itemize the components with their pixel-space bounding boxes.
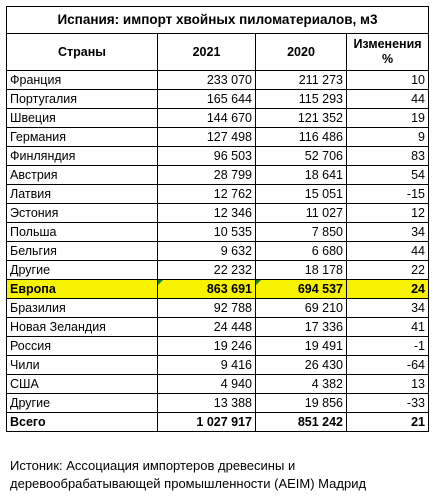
table-row <box>7 280 429 299</box>
header-2020: 2020 <box>256 34 347 71</box>
value-2020-cell: 19 491 <box>256 337 347 356</box>
change-cell: 10 <box>347 71 429 90</box>
table-row <box>7 223 429 242</box>
value-2020-cell: 115 293 <box>256 90 347 109</box>
value-2021-cell: 10 535 <box>158 223 256 242</box>
table-row <box>7 337 429 356</box>
table-title: Испания: импорт хвойных пиломатериалов, м3 <box>7 7 429 34</box>
value-2021-cell: 96 503 <box>158 147 256 166</box>
import-table <box>6 6 429 432</box>
value-2020-cell: 7 850 <box>256 223 347 242</box>
country-cell: Другие <box>7 261 158 280</box>
country-cell: США <box>7 375 158 394</box>
country-cell: Другие <box>7 394 158 413</box>
country-cell: Эстония <box>7 204 158 223</box>
country-cell: Польша <box>7 223 158 242</box>
table-row <box>7 90 429 109</box>
table-row <box>7 394 429 413</box>
table-row <box>7 356 429 375</box>
table-title-row <box>7 7 429 34</box>
table-row <box>7 109 429 128</box>
change-cell: -64 <box>347 356 429 375</box>
source-note <box>10 457 430 493</box>
country-cell: Австрия <box>7 166 158 185</box>
value-2021-cell: 9 416 <box>158 356 256 375</box>
table-row <box>7 128 429 147</box>
value-2020-cell: 15 051 <box>256 185 347 204</box>
table-row <box>7 71 429 90</box>
value-2021-cell: 165 644 <box>158 90 256 109</box>
value-2020-cell: 851 242 <box>256 413 347 432</box>
change-cell: 44 <box>347 90 429 109</box>
value-2020-cell: 4 382 <box>256 375 347 394</box>
table-row <box>7 299 429 318</box>
change-cell: -33 <box>347 394 429 413</box>
change-cell: 13 <box>347 375 429 394</box>
change-cell: 19 <box>347 109 429 128</box>
table-row <box>7 166 429 185</box>
change-cell: 34 <box>347 299 429 318</box>
change-cell: -1 <box>347 337 429 356</box>
value-2021-cell: 144 670 <box>158 109 256 128</box>
value-2020-cell: 694 537 <box>256 280 347 299</box>
country-cell: Латвия <box>7 185 158 204</box>
source-line-2: деревообрабатывающей промышленности (AEIM) Мадрид <box>10 476 367 491</box>
country-cell: Бельгия <box>7 242 158 261</box>
value-2021-cell: 92 788 <box>158 299 256 318</box>
value-2021-cell: 19 246 <box>158 337 256 356</box>
value-2020-cell: 121 352 <box>256 109 347 128</box>
value-2021-cell: 28 799 <box>158 166 256 185</box>
value-2021-cell: 13 388 <box>158 394 256 413</box>
country-cell: Новая Зеландия <box>7 318 158 337</box>
value-2021-cell: 127 498 <box>158 128 256 147</box>
country-cell: Швеция <box>7 109 158 128</box>
change-cell: 44 <box>347 242 429 261</box>
table-row <box>7 413 429 432</box>
change-cell: 83 <box>347 147 429 166</box>
table-row <box>7 147 429 166</box>
country-cell: Европа <box>7 280 158 299</box>
value-2021-cell: 1 027 917 <box>158 413 256 432</box>
value-2021-cell: 22 232 <box>158 261 256 280</box>
value-2021-cell: 863 691 <box>158 280 256 299</box>
value-2020-cell: 6 680 <box>256 242 347 261</box>
change-cell: 41 <box>347 318 429 337</box>
value-2020-cell: 17 336 <box>256 318 347 337</box>
change-cell: 24 <box>347 280 429 299</box>
value-2021-cell: 4 940 <box>158 375 256 394</box>
value-2021-cell: 12 762 <box>158 185 256 204</box>
value-2021-cell: 12 346 <box>158 204 256 223</box>
header-country: Страны <box>7 34 158 71</box>
country-cell: Бразилия <box>7 299 158 318</box>
table-row <box>7 185 429 204</box>
header-change <box>347 34 429 71</box>
value-2020-cell: 116 486 <box>256 128 347 147</box>
header-row <box>7 34 429 71</box>
change-cell: 12 <box>347 204 429 223</box>
change-cell: -15 <box>347 185 429 204</box>
value-2020-cell: 18 641 <box>256 166 347 185</box>
value-2021-cell: 9 632 <box>158 242 256 261</box>
change-cell: 34 <box>347 223 429 242</box>
header-change-line1: Изменения <box>353 37 422 51</box>
country-cell: Германия <box>7 128 158 147</box>
country-cell: Португалия <box>7 90 158 109</box>
table-row <box>7 375 429 394</box>
country-cell: Финляндия <box>7 147 158 166</box>
value-2020-cell: 18 178 <box>256 261 347 280</box>
source-line-1: Истоник: Ассоциация импортеров древесины и <box>10 458 296 473</box>
country-cell: Всего <box>7 413 158 432</box>
table-row <box>7 204 429 223</box>
country-cell: Чили <box>7 356 158 375</box>
change-cell: 9 <box>347 128 429 147</box>
value-2020-cell: 211 273 <box>256 71 347 90</box>
header-2021: 2021 <box>158 34 256 71</box>
country-cell: Франция <box>7 71 158 90</box>
change-cell: 21 <box>347 413 429 432</box>
table-row <box>7 318 429 337</box>
value-2020-cell: 26 430 <box>256 356 347 375</box>
value-2020-cell: 69 210 <box>256 299 347 318</box>
value-2020-cell: 11 027 <box>256 204 347 223</box>
value-2020-cell: 52 706 <box>256 147 347 166</box>
change-cell: 54 <box>347 166 429 185</box>
table-row <box>7 261 429 280</box>
change-cell: 22 <box>347 261 429 280</box>
value-2021-cell: 24 448 <box>158 318 256 337</box>
country-cell: Россия <box>7 337 158 356</box>
value-2020-cell: 19 856 <box>256 394 347 413</box>
header-change-line2: % <box>381 52 394 66</box>
table-row <box>7 242 429 261</box>
value-2021-cell: 233 070 <box>158 71 256 90</box>
